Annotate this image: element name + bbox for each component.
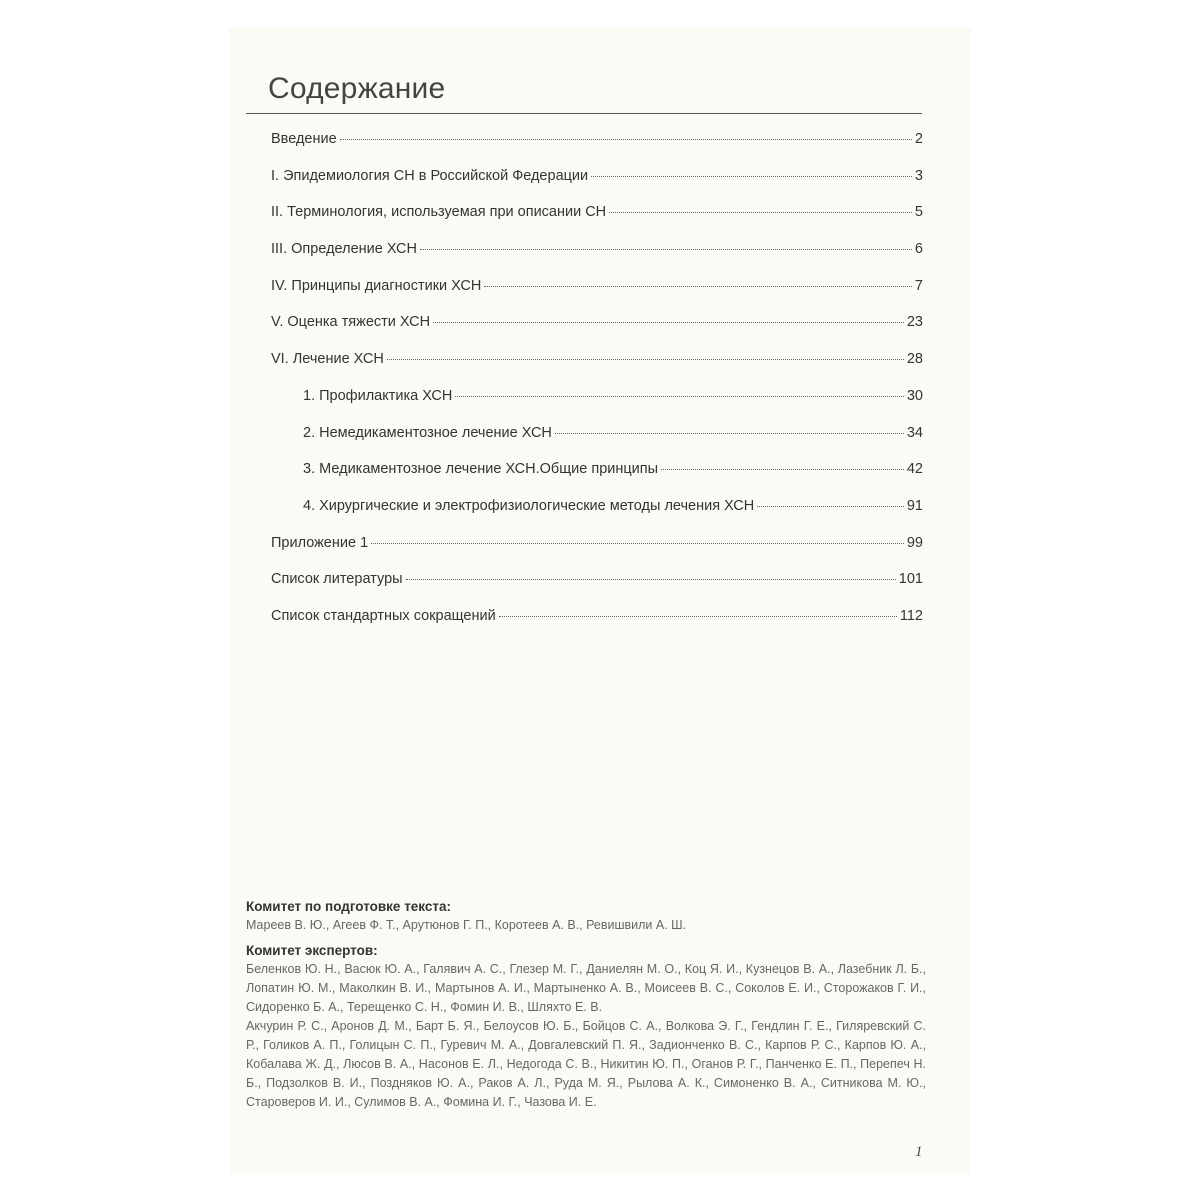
toc-dot-leader [591, 176, 912, 177]
toc-entry-title: Список литературы [271, 571, 403, 588]
toc-entry-page: 2 [914, 131, 923, 147]
toc-entry [271, 565, 923, 602]
toc-entry-title: Список стандартных сокращений [271, 607, 496, 624]
toc-entry-title: Приложение 1 [271, 534, 369, 551]
toc-entry-title: VI. Лечение ХСН [271, 351, 384, 368]
toc-entry [271, 272, 923, 309]
toc-entry-page: 42 [906, 461, 923, 478]
toc-entry [271, 308, 923, 345]
toc-dot-leader [757, 506, 904, 507]
title-divider [246, 113, 922, 114]
toc-dot-leader [555, 433, 904, 434]
document-page [229, 28, 971, 1175]
toc-dot-leader [484, 286, 912, 287]
toc-entry-page: 112 [899, 607, 923, 624]
toc-title: Содержание [268, 72, 446, 105]
toc-entry-page: 7 [914, 277, 923, 294]
toc-dot-leader [406, 579, 896, 580]
toc-entry [271, 602, 923, 639]
toc-entry [271, 455, 923, 492]
toc-entry-page: 101 [898, 571, 923, 588]
toc-entry-page: 99 [906, 534, 923, 551]
toc-entry-page: 91 [906, 497, 923, 514]
toc-entry [271, 125, 923, 162]
page-number: 1 [915, 1144, 923, 1160]
toc-entry-title: V. Оценка тяжести ХСН [271, 314, 431, 331]
toc-dot-leader [420, 249, 912, 250]
toc-entry-title: II. Терминология, используемая при описании СН [271, 204, 607, 221]
toc-dot-leader [371, 543, 904, 544]
toc-entry-title: I. Эпидемиология СН в Российской Федерации [271, 167, 589, 184]
toc-entry-page: 34 [906, 424, 923, 441]
toc-entry-page: 5 [914, 204, 923, 221]
toc-entry-title: 2. Немедикаментозное лечение ХСН [303, 424, 552, 441]
toc-entry-title: 3. Медикаментозное лечение ХСН.Общие принципы [303, 461, 659, 478]
toc-entry-page: 30 [906, 387, 923, 404]
text-committee-heading: Комитет по подготовке текста: [246, 899, 452, 914]
toc-dot-leader [455, 396, 903, 397]
toc-entry [271, 345, 923, 382]
toc-entry [271, 198, 923, 235]
text-committee-members: Мареев В. Ю., Агеев Ф. Т., Арутюнов Г. П., Коротеев А. В., Ревишвили А. Ш. [246, 918, 687, 932]
expert-committee-group-1: Беленков Ю. Н., Васюк Ю. А., Галявич А. С., Глезер М. Г., Даниелян М. О., Коц Я. И., Кузнецов В. А., Лазебник Л. Б., Лопатин Ю. М., Маколкин В. И., Мартынов А. И., Мартыненко А. В., Моисеев В. С., Соколов Е. И., Сторожаков Г. И., Сидоренко Б. А., Терещенко С. Н., Фомин И. В., Шляхто Е. В. [246, 962, 926, 1014]
toc-entry-title: 1. Профилактика ХСН [303, 387, 453, 404]
toc-dot-leader [387, 359, 904, 360]
toc-entry-page: 23 [906, 314, 923, 331]
toc-entry-page: 3 [914, 167, 923, 184]
toc-entry [271, 382, 923, 419]
toc-entry [271, 492, 923, 529]
toc-dot-leader [340, 139, 912, 140]
toc-entry [271, 162, 923, 199]
toc-dot-leader [499, 616, 897, 617]
toc-entry-title: III. Определение ХСН [271, 241, 417, 258]
credits-section [246, 897, 926, 1112]
toc-entry [271, 529, 923, 566]
table-of-contents [271, 125, 923, 639]
toc-dot-leader [661, 469, 904, 470]
toc-entry [271, 419, 923, 456]
toc-entry-title: IV. Принципы диагностики ХСН [271, 277, 482, 294]
toc-dot-leader [433, 322, 904, 323]
expert-committee-group-2: Акчурин Р. С., Аронов Д. М., Барт Б. Я., Белоусов Ю. Б., Бойцов С. А., Волкова Э. Г., Гендлин Г. Е., Гиляревский С. Р., Голиков А. П., Голицын С. П., Гуревич М. А., Довгалевский П. Я., Задионченко В. С., Карпов Р. С., Карпов Ю. А., Кобалава Ж. Д., Люсов В. А., Насонов Е. Л., Недогода С. В., Никитин Ю. П., Оганов Р. Г., Панченко Е. П., Перепеч Н. Б., Подзолков В. И., Поздняков Ю. А., Раков А. Л., Руда М. Я., Рылова А. К., Симоненко В. А., Ситникова М. Ю., Староверов И. И., Сулимов В. А., Фомина И. Г., Чазова И. Е. [246, 1019, 926, 1109]
toc-entry-title: Введение [271, 131, 337, 147]
toc-entry-page: 28 [906, 351, 923, 368]
toc-dot-leader [609, 212, 912, 213]
toc-entry [271, 235, 923, 272]
toc-entry-page: 6 [914, 241, 923, 258]
toc-entry-title: 4. Хирургические и электрофизиологические методы лечения ХСН [303, 497, 755, 514]
expert-committee-heading: Комитет экспертов: [246, 943, 378, 958]
